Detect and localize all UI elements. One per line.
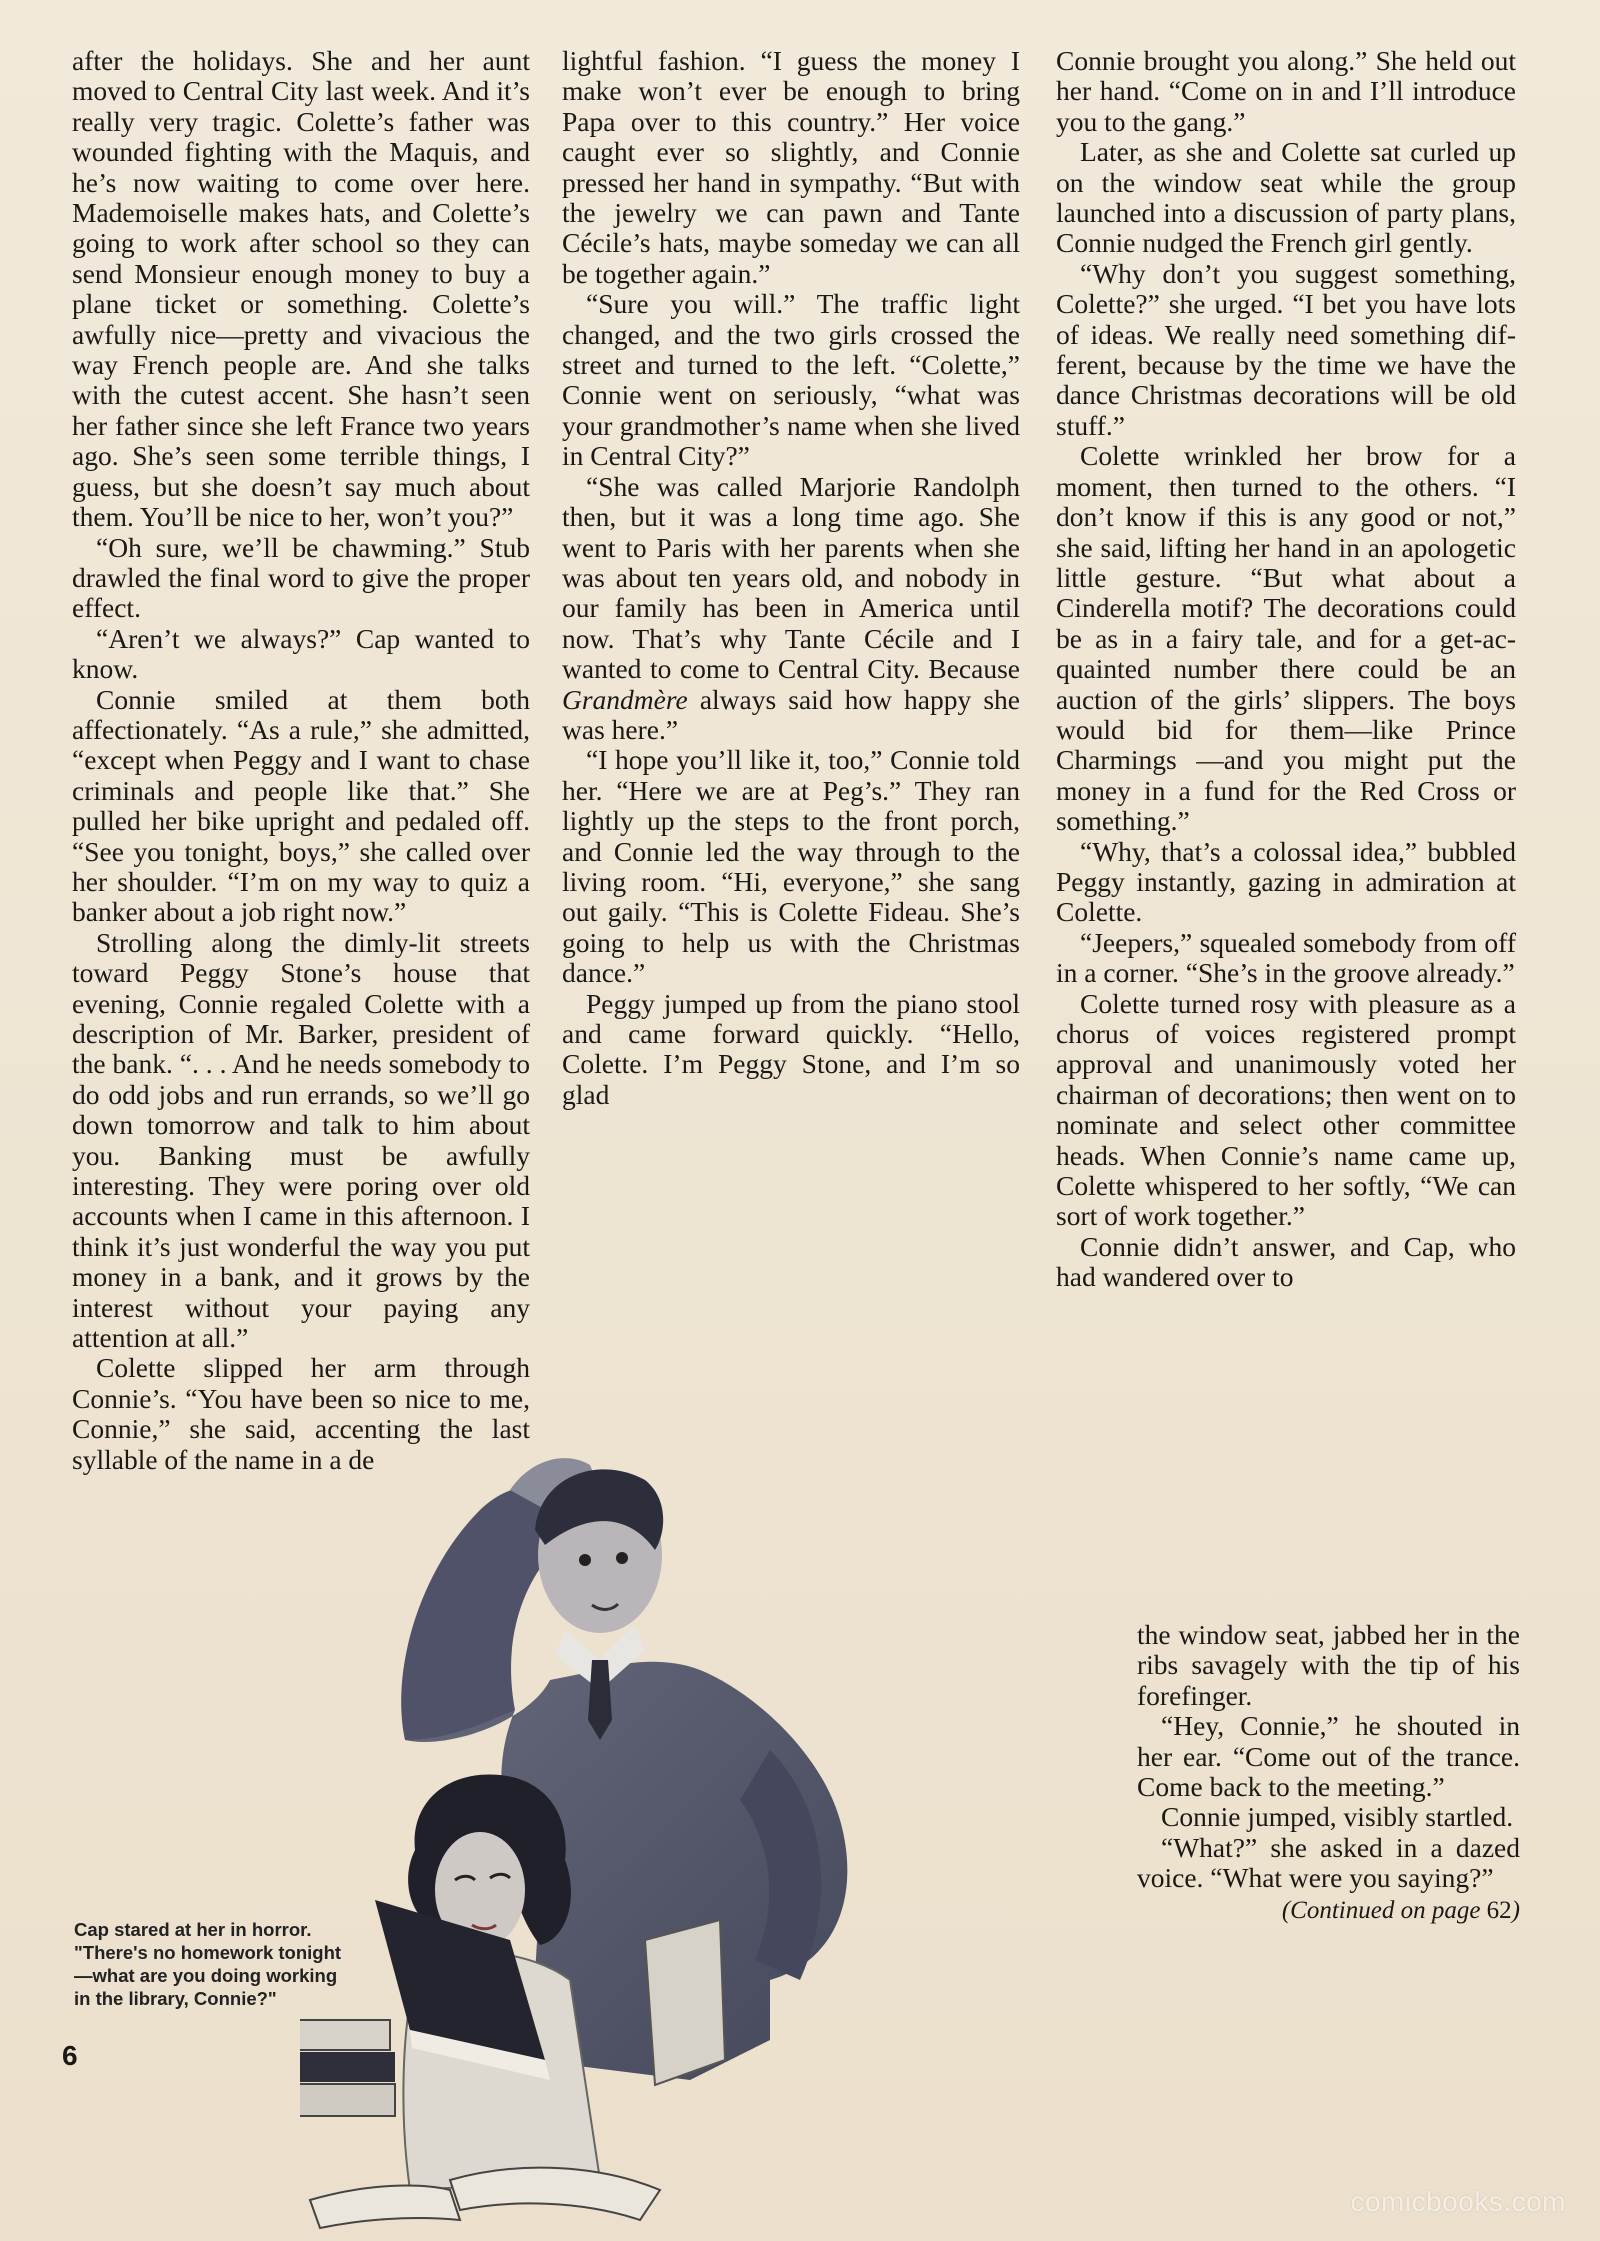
paragraph: “Hey, Connie,” he shouted in her ear. “Come out of the trance. Come back to the meeting.” bbox=[1137, 1710, 1520, 1803]
paragraph: “What?” she asked in a dazed voice. “What were you saying?” bbox=[1137, 1831, 1520, 1894]
paragraph: “Aren’t we always?” Cap wanted to know. bbox=[72, 622, 530, 685]
text-run: always said how happy she was here.” bbox=[562, 683, 1020, 745]
italic-word: Grandmère bbox=[562, 683, 688, 715]
paragraph: “Why, that’s a colossal idea,” bubbled Peggy instantly, gazing in admiration at Colette. bbox=[1056, 835, 1516, 928]
paragraph: “Oh sure, we’ll be chawming.” Stub drawled the final word to give the proper effect. bbox=[72, 531, 530, 624]
illustration-caption: Cap stared at her in horror. "There's no homework tonight—what are you doing working in the library, Connie?" bbox=[74, 1919, 342, 2009]
continued-note: (Continued on page 62) bbox=[1281, 1896, 1520, 1924]
text-column-2 bbox=[562, 46, 1020, 1110]
continued-label: Continued on page bbox=[1290, 1896, 1481, 1924]
book-stack bbox=[300, 2020, 390, 2050]
paragraph: Connie didn’t answer, and Cap, who had wandered over to bbox=[1056, 1230, 1516, 1293]
paragraph: “I hope you’ll like it, too,” Connie told her. “Here we are at Peg’s.” They ran lightly up the steps to the front porch, and Connie led the way through to the living room. “Hi, everyone,” she sang out gaily. “This is Colette Fideau. She’s going to help us with the Christmas dance.” bbox=[562, 744, 1020, 989]
chair bbox=[645, 1920, 725, 2085]
paragraph: Connie brought you along.” She held out her hand. “Come on in and I’ll introduce you to the gang.” bbox=[1056, 45, 1516, 137]
illustration bbox=[300, 1420, 1140, 2241]
paragraph bbox=[562, 472, 1020, 746]
paragraph: after the holidays. She and her aunt moved to Central City last week. And it’s really very tragic. Colette’s father was wounded fighting with the Maquis, and he’s now waiting to come over here. Mademoiselle makes hats, and Colette’s going to work after school so they can send Monsieur enough money to buy a plane ticket or something. Colette’s awfully nice—pretty and vivacious the way French people are. And she talks with the cutest accent. She hasn’t seen her father since she left France two years ago. She’s seen some terrible things, I guess, but she doesn’t say much about them. You’ll be nice to her, won’t you?” bbox=[72, 45, 530, 533]
paragraph: lightful fashion. “I guess the money I make won’t ever be enough to bring Papa over to this country.” Her voice caught ever so slightly, and Connie pressed her hand in sympathy. “But with the jewelry we can pawn and Tante Cécile’s hats, maybe someday we can all be together again.” bbox=[562, 45, 1020, 289]
paragraph: the window seat, jabbed her in the ribs savagely with the tip of his forefinger. bbox=[1137, 1619, 1520, 1711]
watermark: comicbooks.com bbox=[1350, 2186, 1566, 2217]
text-column-3-wrap bbox=[1137, 1620, 1520, 1926]
paragraph: Connie jumped, visibly startled. bbox=[1161, 1801, 1514, 1833]
text-column-3 bbox=[1056, 46, 1516, 1293]
paragraph: Colette turned rosy with pleasure as a chorus of voices registered prompt approval and unanimously voted her chairman of decorations; then went on to nominate and select other committee heads. When Connie’s name came up, Colette whispered to her softly, “We can sort of work together.” bbox=[1056, 987, 1516, 1232]
paragraph: Colette slipped her arm through Connie’s. “You have been so nice to me, Connie,” she said, accenting the last syllable of the name in a de bbox=[72, 1352, 530, 1475]
text-run: “She was called Marjorie Randolph then, but it was a long time ago. She went to Paris with her parents when she was about ten years old, and nobody in our family has been in America until now. That’s why Tante Cécile and I wanted to come to Central City. Because bbox=[562, 470, 1020, 685]
paragraph: “Jeepers,” squealed somebody from off in a corner. “She’s in the groove already.” bbox=[1056, 926, 1516, 989]
table-book bbox=[450, 2168, 660, 2220]
paragraph: Peggy jumped up from the piano stool and came forward quickly. “Hello, Colette. I’m Peggy Stone, and I’m so glad bbox=[562, 987, 1020, 1110]
page-number: 6 bbox=[62, 2040, 78, 2071]
paragraph: “Sure you will.” The traffic light changed, and the two girls crossed the street and turned to the left. “Colette,” Connie went on seriously, “what was your grandmother’s name when she lived in Central City?” bbox=[562, 288, 1020, 472]
paragraph: Strolling along the dimly-lit streets toward Peggy Stone’s house that evening, Connie regaled Colette with a description of Mr. Barker, president of the bank. “. . . And he needs somebody to do odd jobs and run errands, so we’ll go down tomorrow and talk to him about you. Banking must be awfully interesting. They were poring over old accounts when I came in this afternoon. I think it’s just wonderful the way you put money in a bank, and it grows by the interest without your paying any attention at all.” bbox=[72, 926, 530, 1354]
paragraph: Connie smiled at them both affectionately. “As a rule,” she admitted, “except when Peggy and I want to chase criminals and people like that.” She pulled her bike upright and pedaled off. “See you tonight, boys,” she called over her shoulder. “I’m on my way to quiz a banker about a job right now.” bbox=[72, 683, 530, 928]
paragraph: “Why don’t you suggest something, Colette?” she urged. “I bet you have lots of ideas. We really need something different, because by the time we have the dance Christmas decorations will be old stuff.” bbox=[1056, 257, 1516, 441]
continued-page-number: 62 bbox=[1486, 1896, 1512, 1924]
text-column-1 bbox=[72, 46, 530, 1475]
paragraph: Later, as she and Colette sat curled up on the window seat while the group launched into a discussion of party plans, Connie nudged the French girl gently. bbox=[1056, 136, 1516, 259]
paragraph: Colette wrinkled her brow for a moment, then turned to the others. “I don’t know if this is any good or not,” she said, lifting her hand in an apologetic little gesture. “But what about a Cinderella motif? The decorations could be as in a fairy tale, and for a get-acquainted number there could be an auction of the girls’ slippers. The boys would bid for them—like Prince Charmings —and you might put the money in a fund for the Red Cross or something.” bbox=[1056, 440, 1516, 837]
